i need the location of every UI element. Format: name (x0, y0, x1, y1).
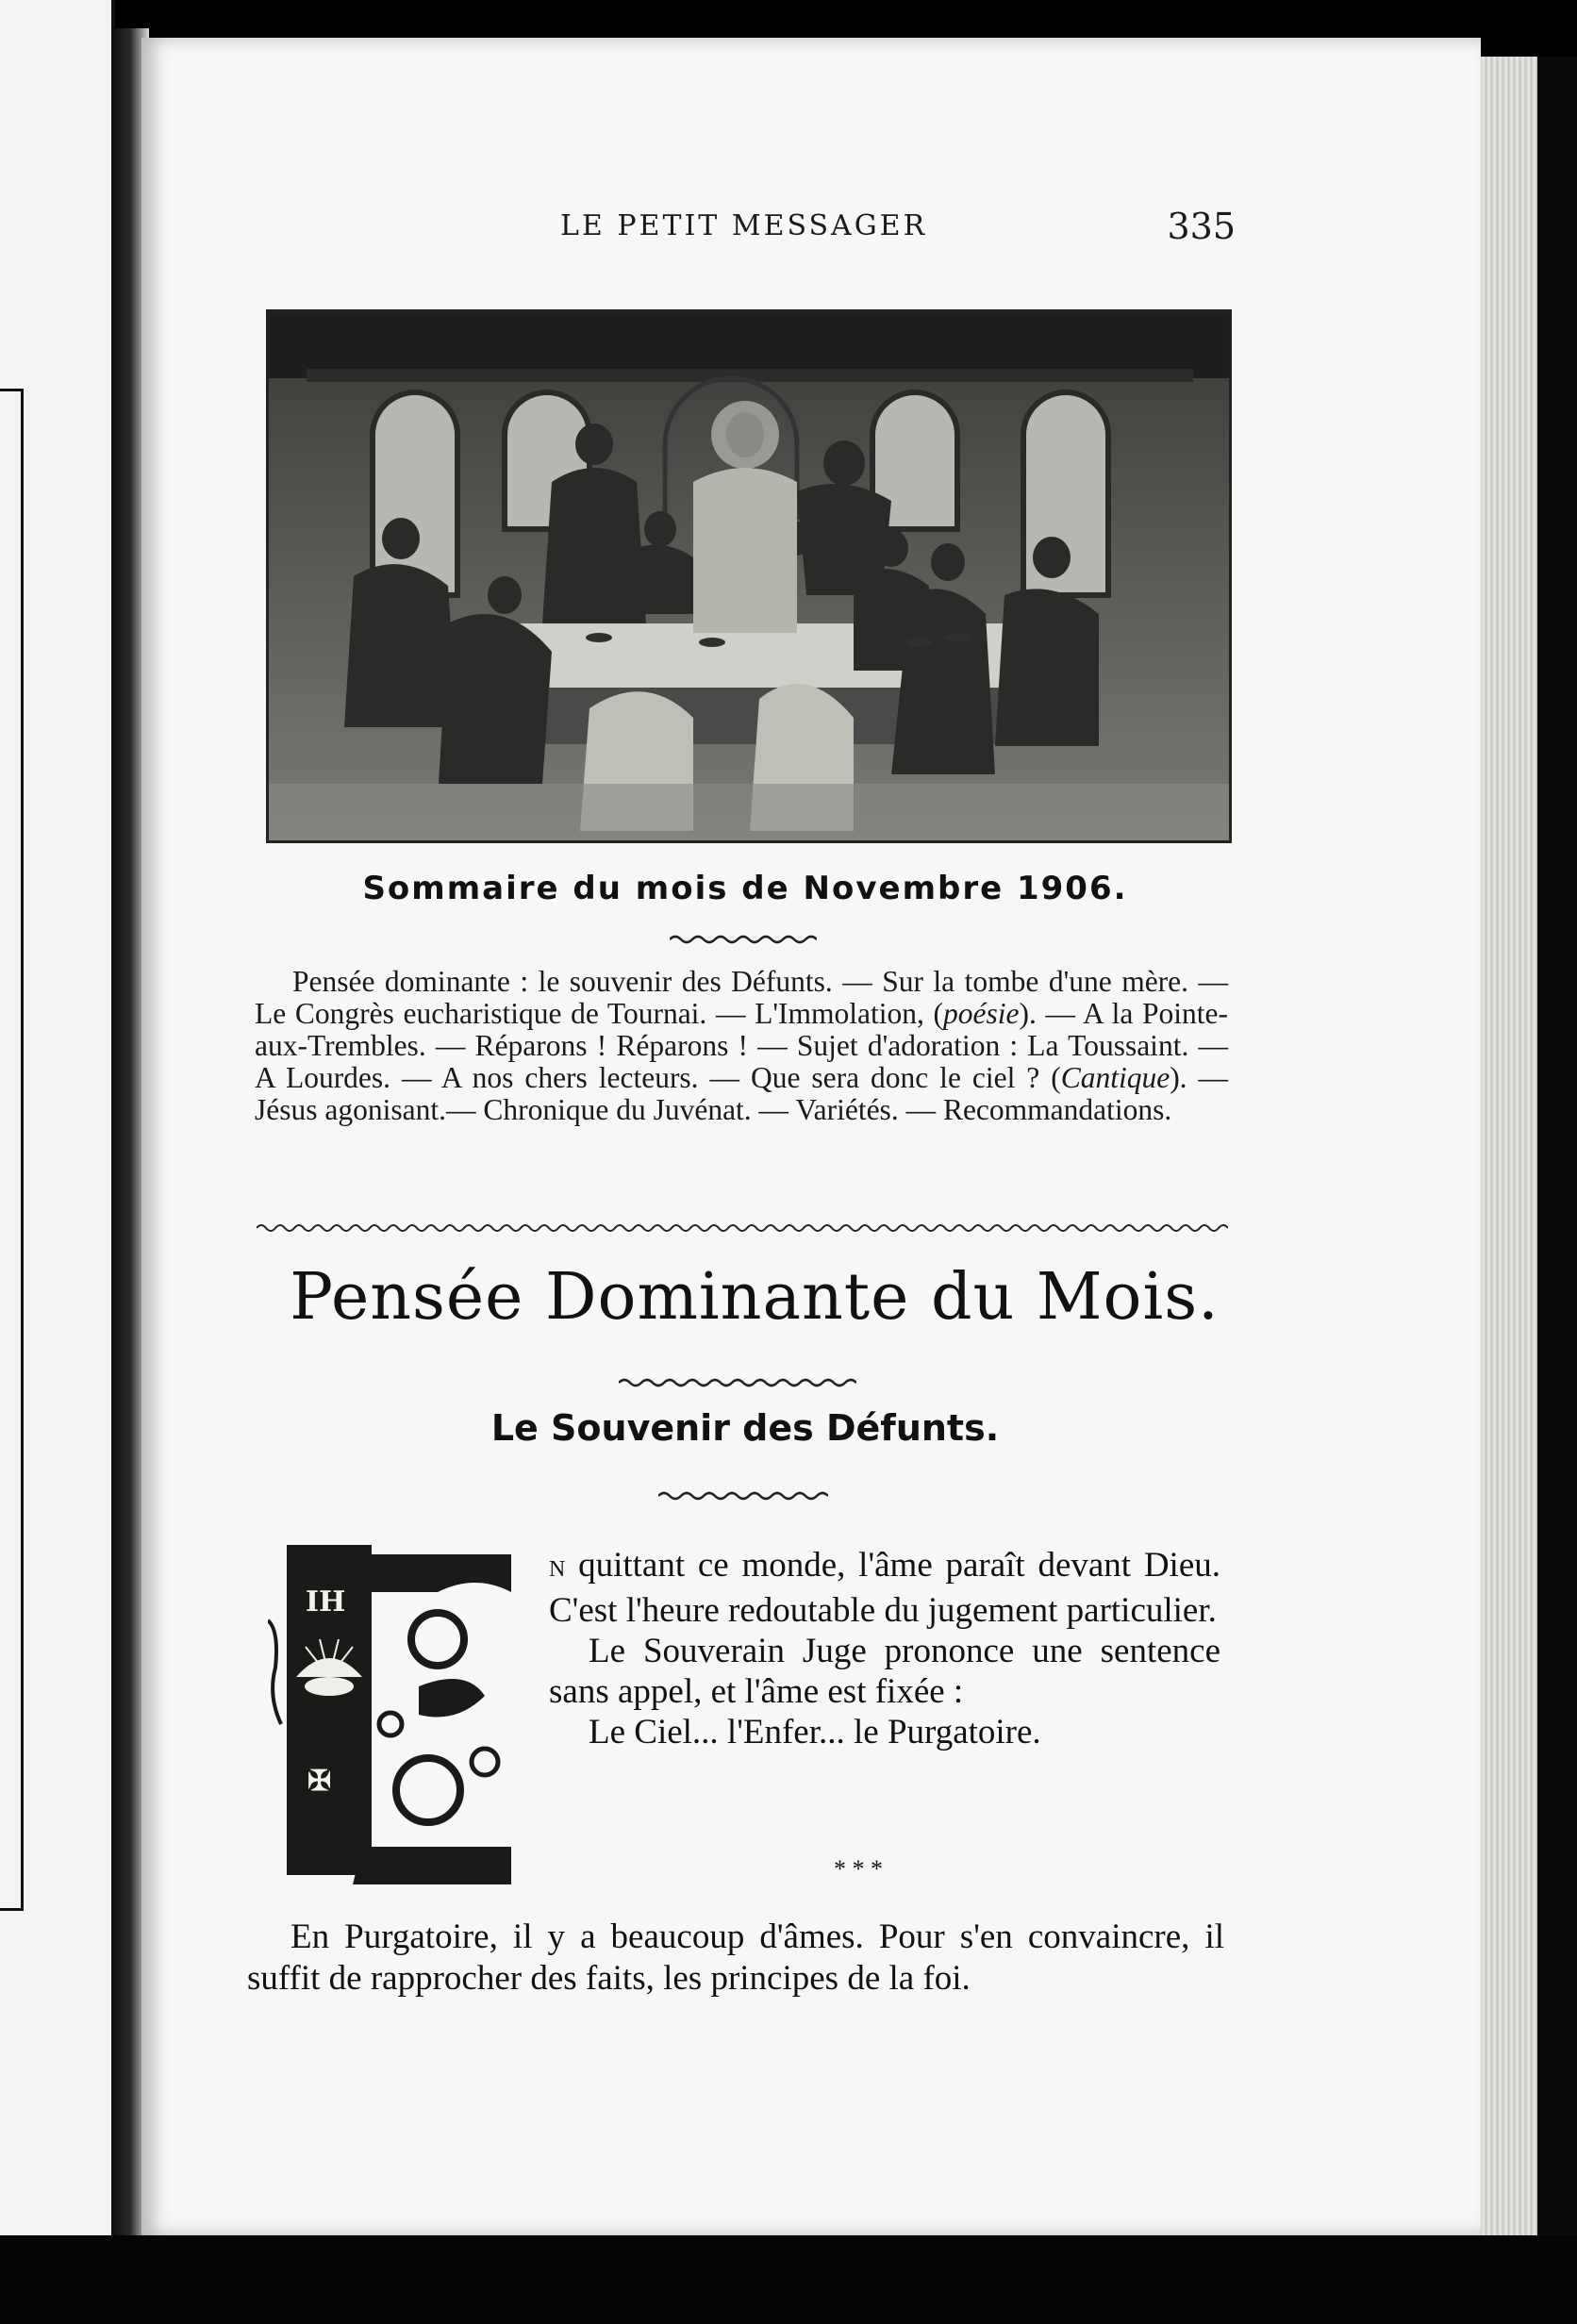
page-header (406, 206, 1236, 257)
page-stack-edge (1481, 57, 1537, 2273)
ornament-squiggle-2 (619, 1377, 856, 1388)
body-paragraph-2: Le Souverain Juge prononce une sentence sans appel, et l'âme est fixée : (549, 1632, 1220, 1711)
svg-text:✠: ✠ (307, 1765, 332, 1798)
summary-text-part1: Pensée dominante : le souvenir des Défunts. — Sur la tombe d'une mère. — Le Congrès eucharistique de Tournai. — L'Immolation, ( (255, 965, 1228, 1030)
last-supper-illustration (266, 309, 1232, 843)
left-page-frame (0, 389, 24, 1911)
scan-border-right (1537, 57, 1577, 2324)
summary-poesie: poésie (943, 997, 1020, 1030)
body-paragraph-4: En Purgatoire, il y a beaucoup d'âmes. Pour s'en convaincre, il suffit de rapprocher des faits, les principes de la foi. (247, 1917, 1224, 1998)
svg-text:IH: IH (306, 1585, 346, 1618)
ornament-squiggle-1 (670, 934, 817, 945)
section-title: Pensée Dominante du Mois. (290, 1260, 1220, 1335)
body-text-block (549, 1545, 1220, 1752)
summary-text-part2: ). — A la Pointe-aux-Trembles. — Réparons ! Réparons ! — Sujet d'adoration : La Toussaint. — A Lourdes. — A nos chers lecteurs. — Que sera donc le ciel ? ( (255, 997, 1228, 1094)
scan-border-bottom (0, 2235, 1577, 2324)
ornament-rule (257, 1222, 1228, 1234)
ornament-squiggle-3 (658, 1490, 828, 1502)
left-page-edge (0, 0, 115, 2254)
running-title: LE PETIT MESSAGER (560, 209, 928, 242)
page-number: 335 (1167, 206, 1236, 247)
summary-title: Sommaire du mois de Novembre 1906. (362, 870, 1128, 907)
last-supper-engraving-icon (269, 312, 1229, 840)
section-subtitle: Le Souvenir des Défunts. (490, 1407, 1000, 1449)
summary-cantique: Cantique (1060, 1061, 1170, 1094)
summary-text-part3: ). — Jésus agonisant.— Chronique du Juvénat. — Variétés. — Recommandations. (255, 1061, 1228, 1126)
asterism: * * * (834, 1855, 883, 1883)
summary-text (255, 966, 1228, 1126)
body-paragraph-3: Le Ciel... l'Enfer... le Purgatoire. (589, 1713, 1041, 1751)
illuminated-letter-e-icon (268, 1536, 526, 1894)
ornate-dropcap (268, 1536, 526, 1894)
body-paragraph-1: N quittant ce monde, l'âme paraît devant Dieu. C'est l'heure redoutable du jugement particulier. (549, 1546, 1220, 1630)
